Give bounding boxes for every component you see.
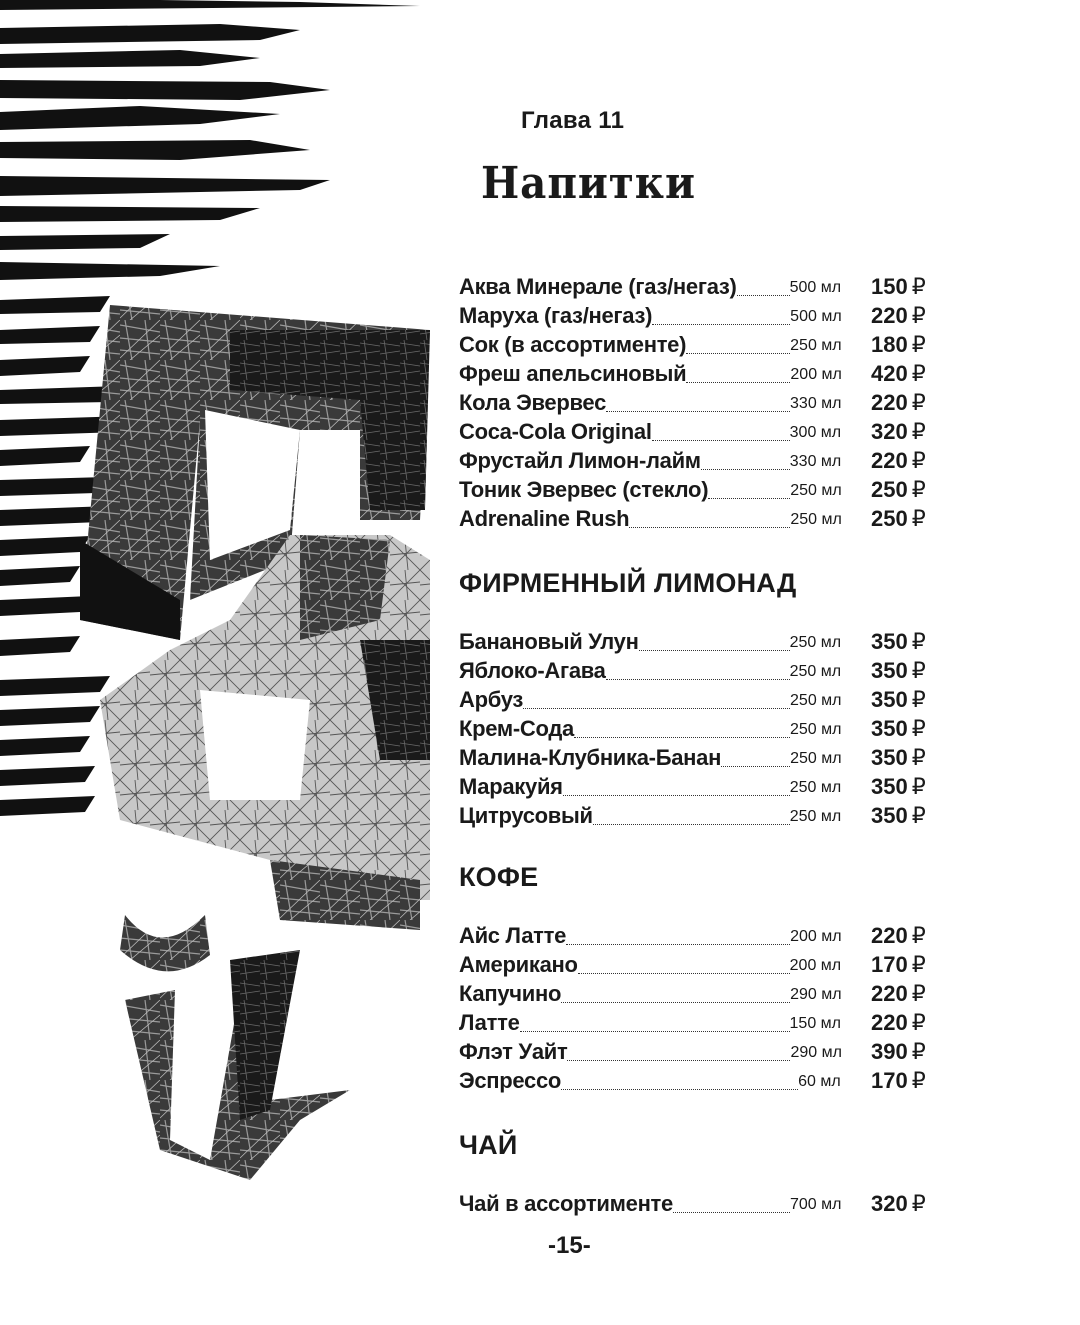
menu-list [459, 920, 939, 1094]
dot-leader [593, 824, 790, 825]
menu-section-tea [459, 1130, 939, 1217]
dot-leader [567, 1060, 790, 1061]
item-volume: 300 мл [789, 424, 842, 441]
menu-item [459, 474, 939, 503]
dot-leader [708, 498, 790, 499]
dot-leader [574, 737, 790, 738]
menu-item [459, 1007, 939, 1036]
dot-leader [520, 1031, 790, 1032]
item-volume: 200 мл [789, 957, 842, 974]
menu-item [459, 1036, 939, 1065]
item-price: 220 ₽ [871, 923, 926, 948]
menu-item [459, 742, 939, 771]
item-volume: 500 мл [790, 308, 842, 325]
dot-leader [629, 527, 790, 528]
menu-item [459, 387, 939, 416]
item-name: Маруха (газ/негаз) [459, 303, 653, 328]
menu-item [459, 920, 939, 949]
item-volume: 290 мл [790, 986, 842, 1003]
item-price: 350 ₽ [871, 774, 926, 799]
menu-item [459, 949, 939, 978]
dot-leader [523, 708, 790, 709]
item-name: Чай в ассортименте [459, 1191, 673, 1216]
dot-leader [686, 353, 790, 354]
item-name: Малина-Клубника-Банан [459, 745, 722, 770]
item-price: 390 ₽ [871, 1039, 926, 1064]
dot-leader [639, 650, 790, 651]
item-volume: 250 мл [790, 482, 842, 499]
item-volume: 250 мл [789, 663, 842, 680]
menu-list [459, 1188, 939, 1217]
item-price: 320 ₽ [871, 1191, 926, 1216]
item-price: 250 ₽ [871, 506, 926, 531]
item-name: Маракуйя [459, 774, 563, 799]
item-name: Крем-Сода [459, 716, 574, 741]
dot-leader [652, 440, 790, 441]
item-name: Фреш апельсиновый [459, 361, 687, 386]
item-price: 350 ₽ [871, 658, 926, 683]
menu-item [459, 1188, 939, 1217]
item-volume: 500 мл [789, 279, 842, 296]
item-price: 170 ₽ [871, 1068, 926, 1093]
item-volume: 250 мл [790, 692, 842, 709]
item-name: Капучино [459, 981, 562, 1006]
item-price: 350 ₽ [871, 716, 926, 741]
item-volume: 250 мл [790, 750, 842, 767]
item-volume: 290 мл [790, 1044, 842, 1061]
menu-item [459, 626, 939, 655]
item-name: Цитрусовый [459, 803, 593, 828]
item-volume: 250 мл [790, 511, 842, 528]
menu-item [459, 358, 939, 387]
dot-leader [721, 766, 790, 767]
dot-leader [566, 944, 790, 945]
item-name: Coca-Cola Original [459, 419, 652, 444]
menu-item [459, 771, 939, 800]
menu-list [459, 271, 939, 532]
item-volume: 250 мл [790, 337, 842, 354]
dot-leader [563, 795, 790, 796]
menu-item [459, 713, 939, 742]
chapter-label: Глава 11 [521, 107, 625, 134]
item-volume: 330 мл [789, 453, 842, 470]
item-name: Банановый Улун [459, 629, 639, 654]
item-volume: 250 мл [789, 634, 842, 651]
page-number: -15- [548, 1232, 591, 1259]
item-price: 220 ₽ [871, 1010, 926, 1035]
item-volume: 330 мл [790, 395, 842, 412]
menu-item [459, 684, 939, 713]
item-price: 150 ₽ [871, 274, 926, 299]
item-name: Фрустайл Лимон-лайм [459, 448, 701, 473]
item-name: Флэт Уайт [459, 1039, 568, 1064]
item-name: Adrenaline Rush [459, 506, 630, 531]
item-volume: 150 мл [789, 1015, 841, 1032]
item-price: 350 ₽ [871, 687, 926, 712]
menu-item [459, 655, 939, 684]
dot-leader [561, 1089, 798, 1090]
item-volume: 250 мл [789, 721, 842, 738]
item-price: 220 ₽ [871, 390, 926, 415]
menu-item [459, 1065, 939, 1094]
menu-item [459, 416, 939, 445]
menu-section-coffee [459, 862, 939, 1094]
menu-item [459, 329, 939, 358]
item-price: 350 ₽ [871, 629, 926, 654]
item-price: 220 ₽ [871, 981, 926, 1006]
section-heading: КОФЕ [459, 862, 539, 892]
dot-leader [737, 295, 790, 296]
menu-item [459, 978, 939, 1007]
item-name: Яблоко-Агава [459, 658, 606, 683]
menu-item [459, 445, 939, 474]
menu-list [459, 626, 939, 829]
item-name: Сок (в ассортименте) [459, 332, 687, 357]
item-name: Латте [459, 1010, 520, 1035]
menu-item [459, 503, 939, 532]
dot-leader [652, 324, 790, 325]
dot-leader [606, 411, 790, 412]
menu-section-drinks [459, 271, 939, 532]
section-heading: ЧАЙ [459, 1130, 518, 1160]
item-volume: 200 мл [790, 366, 842, 383]
item-price: 320 ₽ [871, 419, 926, 444]
item-volume: 250 мл [789, 779, 842, 796]
dot-leader [686, 382, 790, 383]
section-heading: ФИРМЕННЫЙ ЛИМОНАД [459, 568, 797, 598]
item-name: Кола Эвервес [459, 390, 607, 415]
item-name: Арбуз [459, 687, 524, 712]
item-name: Тоник Эвервес (стекло) [459, 477, 709, 502]
item-volume: 700 мл [789, 1196, 842, 1213]
menu-item [459, 300, 939, 329]
dot-leader [701, 469, 790, 470]
item-volume: 250 мл [789, 808, 842, 825]
item-price: 220 ₽ [871, 303, 926, 328]
dot-leader [606, 679, 790, 680]
item-price: 420 ₽ [871, 361, 926, 386]
item-price: 350 ₽ [871, 745, 926, 770]
menu-section-lemonade [459, 568, 939, 829]
item-price: 220 ₽ [871, 448, 926, 473]
page-title: Напитки [481, 158, 696, 209]
item-volume: 200 мл [790, 928, 842, 945]
item-name: Американо [459, 952, 578, 977]
dot-leader [673, 1212, 790, 1213]
dot-leader [578, 973, 790, 974]
dot-leader [561, 1002, 790, 1003]
menu-item [459, 800, 939, 829]
item-volume: 60 мл [798, 1073, 841, 1090]
item-name: Аква Минерале (газ/негаз) [459, 274, 737, 299]
item-price: 250 ₽ [871, 477, 926, 502]
item-price: 170 ₽ [871, 952, 926, 977]
item-price: 180 ₽ [871, 332, 926, 357]
item-name: Айс Латте [459, 923, 567, 948]
item-name: Эспрессо [459, 1068, 562, 1093]
item-price: 350 ₽ [871, 803, 926, 828]
menu-item [459, 271, 939, 300]
